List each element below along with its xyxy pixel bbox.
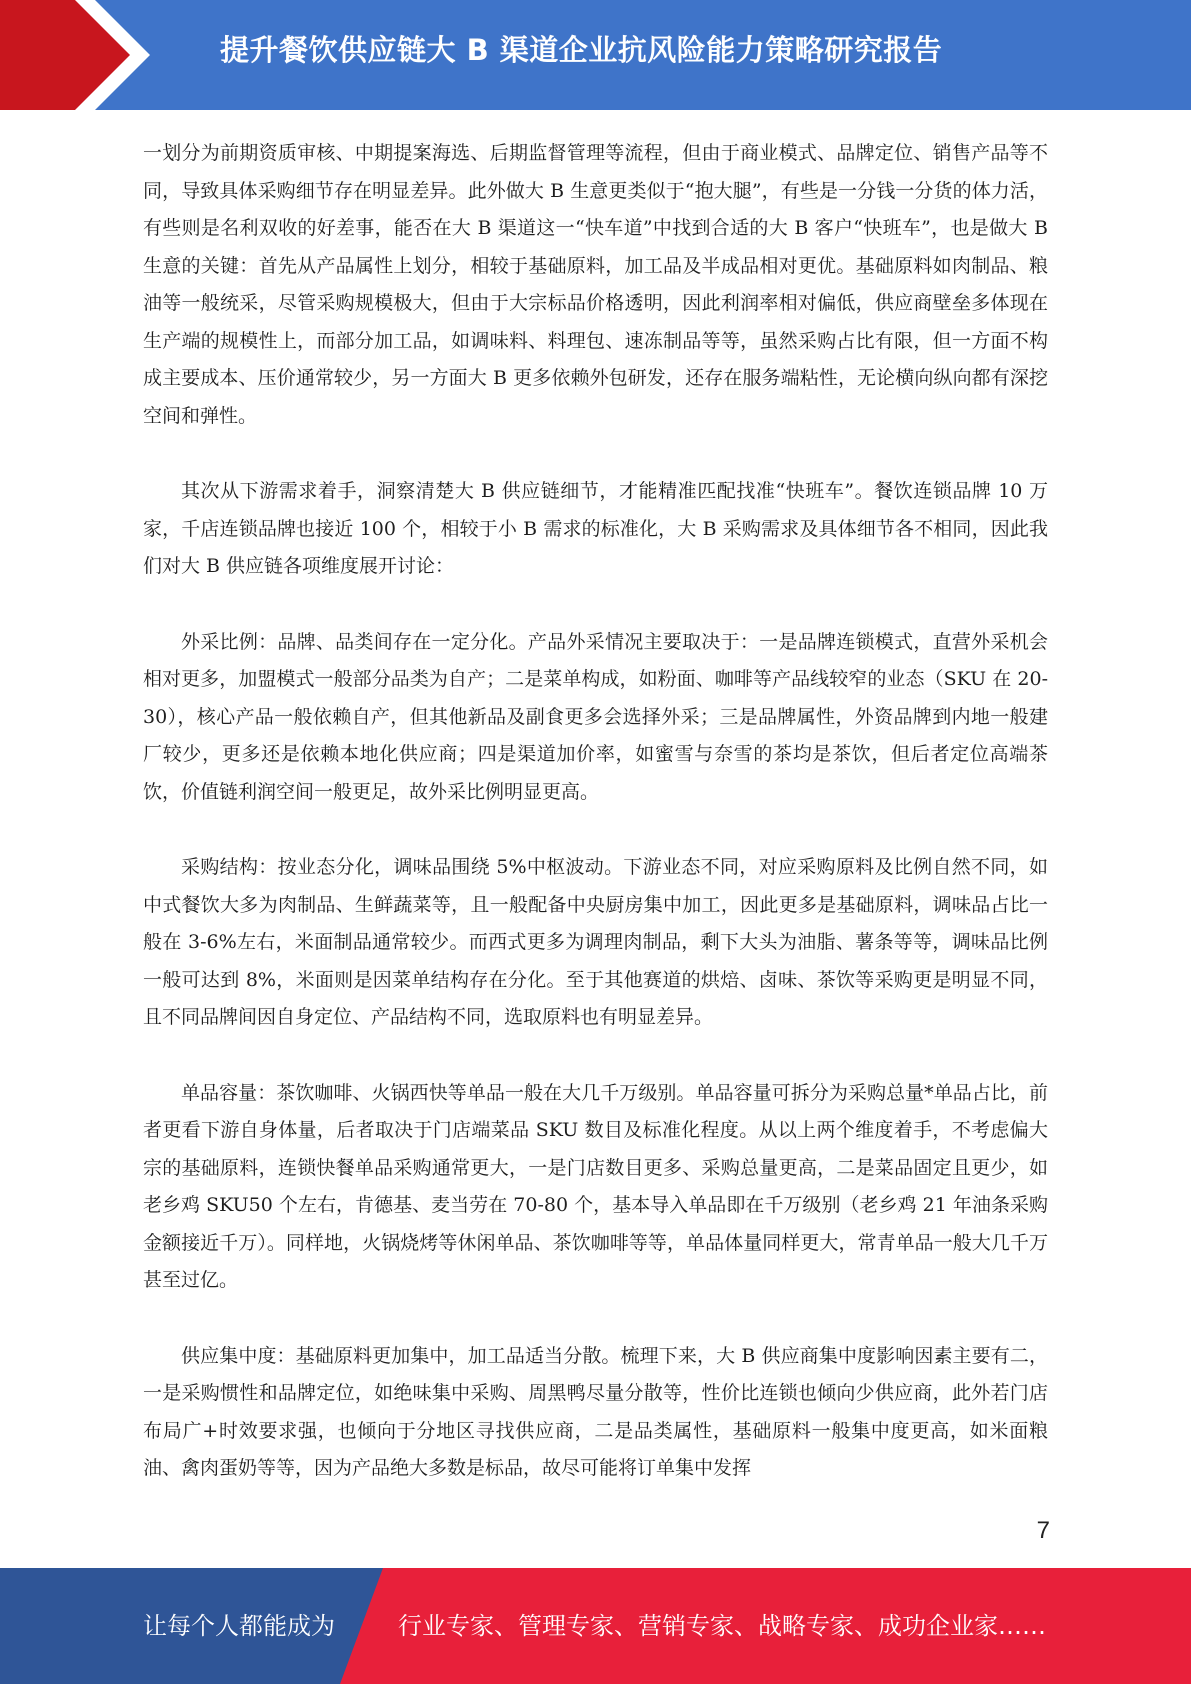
report-title: 提升餐饮供应链大 B 渠道企业抗风险能力策略研究报告 [220,33,943,67]
header-banner [0,0,1191,110]
footer-banner [0,1568,1191,1684]
paragraph-4: 采购结构：按业态分化，调味品围绕 5%中枢波动。下游业态不同，对应采购原料及比例自然不同，如中式餐饮大多为肉制品、生鲜蔬菜等，且一般配备中央厨房集中加工，因此更多是基础原料，调味品占比一般在 3-6%左右，米面制品通常较少。而西式更多为调理肉制品，剩下大头为油脂、薯条等等，调味品比例一般可达到 8%，米面则是因菜单结构存在分化。至于其他赛道的烘焙、卤味、茶饮等采购更是明显不同，且不同品牌间因自身定位、产品结构不同，选取原料也有明显差异。 [143,856,1048,1028]
paragraph-6: 供应集中度：基础原料更加集中，加工品适当分散。梳理下来，大 B 供应商集中度影响因素主要有二，一是采购惯性和品牌定位，如绝味集中采购、周黑鸭尽量分散等，性价比连锁也倾向少供应商，此外若门店布局广+时效要求强，也倾向于分地区寻找供应商，二是品类属性，基础原料一般集中度更高，如米面粮油、禽肉蛋奶等等，因为产品绝大多数是标品，故尽可能将订单集中发挥 [143,1344,1048,1479]
document-body [143,135,1048,1526]
paragraph-1: 一划分为前期资质审核、中期提案海选、后期监督管理等流程，但由于商业模式、品牌定位、销售产品等不同，导致具体采购细节存在明显差异。此外做大 B 生意更类似于“抱大腿”，有些是一分钱一分货的体力活，有些则是名利双收的好差事，能否在大 B 渠道这一“快车道”中找到合适的大 B 客户“快班车”，也是做大 B 生意的关键：首先从产品属性上划分，相较于基础原料，加工品及半成品相对更优。基础原料如肉制品、粮油等一般统采，尽管采购规模极大，但由于大宗标品价格透明，因此利润率相对偏低，供应商壁垒多体现在生产端的规模性上，而部分加工品，如调味料、料理包、速冻制品等等，虽然采购占比有限，但一方面不构成主要成本、压价通常较少，另一方面大 B 更多依赖外包研发，还存在服务端粘性，无论横向纵向都有深挖空间和弹性。 [143,142,1048,427]
footer-roles: 行业专家、管理专家、营销专家、战略专家、成功企业家…… [398,1612,1046,1640]
paragraph-3: 外采比例：品牌、品类间存在一定分化。产品外采情况主要取决于：一是品牌连锁模式，直营外采机会相对更多，加盟模式一般部分品类为自产；二是菜单构成，如粉面、咖啡等产品线较窄的业态（SKU 在 20-30），核心产品一般依赖自产，但其他新品及副食更多会选择外采；三是品牌属性，外资品牌到内地一般建厂较少，更多还是依赖本地化供应商；四是渠道加价率，如蜜雪与奈雪的茶均是茶饮，但后者定位高端茶饮，价值链利润空间一般更足，故外采比例明显更高。 [143,630,1048,803]
page-number: 7 [1036,1517,1050,1544]
paragraph-2: 其次从下游需求着手，洞察清楚大 B 供应链细节，才能精准匹配找准“快班车”。餐饮连锁品牌 10 万家，千店连锁品牌也接近 100 个，相较于小 B 需求的标准化，大 B 采购需求及具体细节各不相同，因此我们对大 B 供应链各项维度展开讨论： [143,480,1048,577]
paragraph-5: 单品容量：茶饮咖啡、火锅西快等单品一般在大几千万级别。单品容量可拆分为采购总量*单品占比，前者更看下游自身体量，后者取决于门店端菜品 SKU 数目及标准化程度。从以上两个维度着手，不考虑偏大宗的基础原料，连锁快餐单品采购通常更大，一是门店数目更多、采购总量更高，二是菜品固定且更少，如老乡鸡 SKU50 个左右，肯德基、麦当劳在 70-80 个，基本导入单品即在千万级别（老乡鸡 21 年油条采购金额接近千万）。同样地，火锅烧烤等休闲单品、茶饮咖啡等等，单品体量同样更大，常青单品一般大几千万甚至过亿。 [143,1081,1048,1291]
footer-slogan: 让每个人都能成为 [143,1612,335,1640]
chevron-arrow-icon [0,0,160,110]
